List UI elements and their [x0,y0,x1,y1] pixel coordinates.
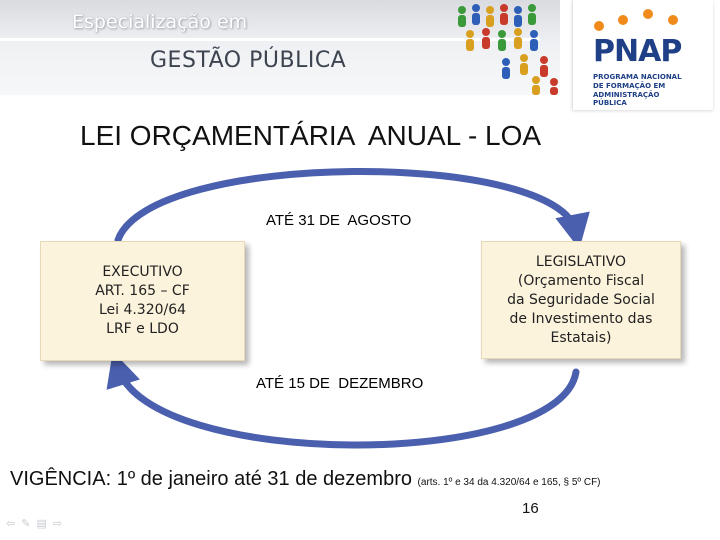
vigencia-main: VIGÊNCIA: 1º de janeiro até 31 de dezembro [10,468,412,490]
legislativo-line: da Seguridade Social [507,291,655,308]
legislativo-box [481,241,681,359]
top-arrow [118,171,576,240]
logo-line-1: PROGRAMA NACIONAL [593,73,682,81]
legislativo-line: LEGISLATIVO [535,253,627,270]
course-subtitle: Especialização em [72,11,248,33]
pen-icon[interactable]: ✎ [21,518,37,530]
legislativo-line: (Orçamento Fiscal [517,272,645,289]
top-flow-label: ATÉ 31 DE AGOSTO [266,212,412,229]
executivo-line: LRF e LDO [106,321,179,337]
executivo-line: Lei 4.320/64 [98,302,187,318]
course-title: GESTÃO PÚBLICA [150,48,347,73]
page-number: 16 [522,500,539,517]
executivo-box [40,241,245,361]
slide-nav-controls [6,517,68,530]
logo-line-3: ADMINISTRAÇÃO PÚBLICA [593,91,660,107]
bottom-flow-label: ATÉ 15 DE DEZEMBRO [256,375,424,392]
legislativo-line: de Investimento das [509,310,653,327]
prev-slide-icon[interactable]: ⇦ [6,518,22,530]
vigencia-note: (arts. 1º e 34 da 4.320/64 e 165, § 5º CF) [417,477,601,488]
logo-line-2: DE FORMAÇÃO EM [593,82,666,90]
vigencia-text [10,468,601,491]
legislativo-line: Estatais) [550,329,612,346]
menu-icon[interactable]: ▤ [36,518,53,530]
executivo-line: EXECUTIVO [102,264,183,280]
next-slide-icon[interactable]: ⇨ [52,518,69,530]
slide-title: LEI ORÇAMENTÁRIA ANUAL - LOA [80,120,542,151]
logo-wordmark: PNAP [593,34,682,69]
executivo-line: ART. 165 – CF [95,283,190,299]
